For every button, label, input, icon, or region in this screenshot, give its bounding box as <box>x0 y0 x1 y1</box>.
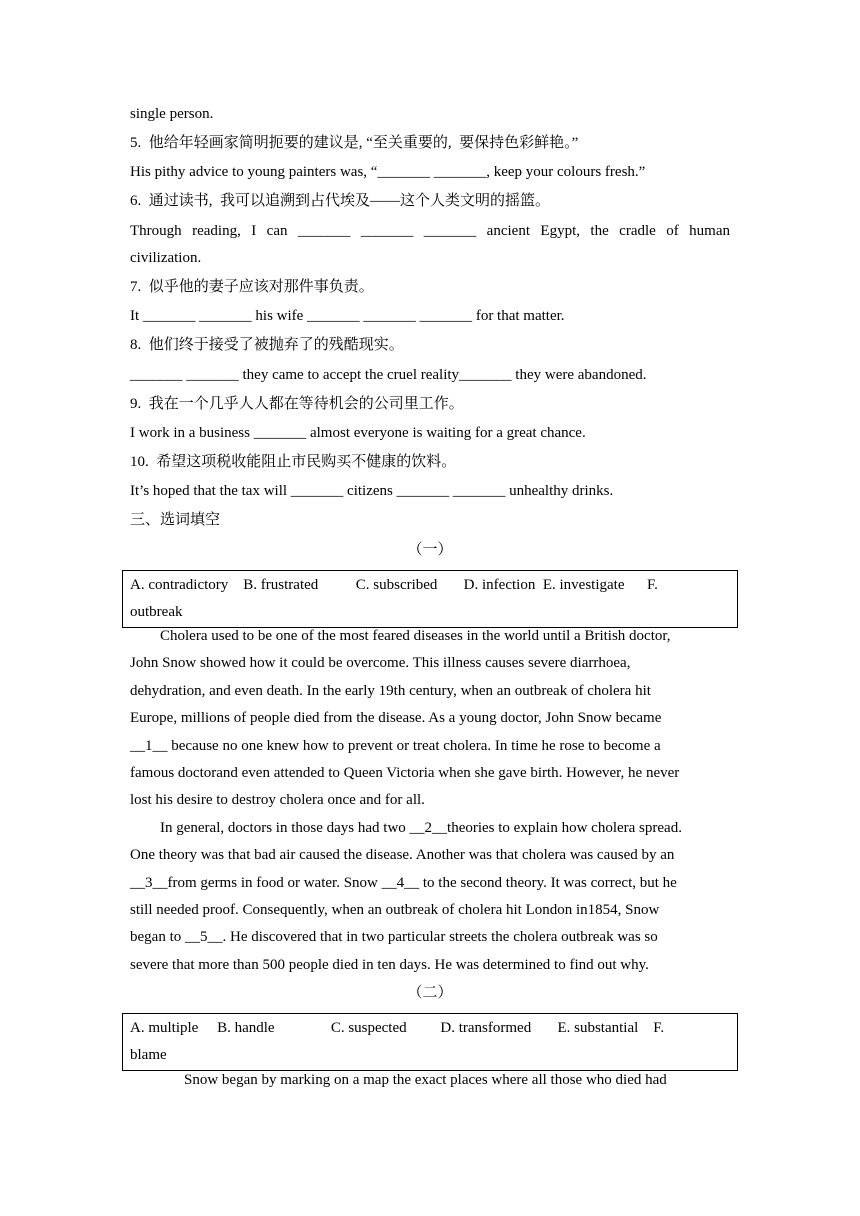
word-bank-2 <box>122 1013 738 1071</box>
word-bank-options: outbreak <box>130 604 183 620</box>
question-8-chinese: 8. 他们终于接受了被抛弃了的残酷现实。 <box>130 337 404 353</box>
passage-line: __1__ because no one knew how to prevent or treat cholera. In time he rose to become a <box>130 737 661 754</box>
passage-line: began to __5__. He discovered that in two particular streets the cholera outbreak was so <box>130 929 658 946</box>
question-9-chinese: 9. 我在一个几乎人人都在等待机会的公司里工作。 <box>130 396 464 412</box>
passage-line: lost his desire to destroy cholera once and for all. <box>130 792 425 809</box>
question-6-chinese: 6. 通过读书, 我可以追溯到占代埃及——这个人类文明的摇篮。 <box>130 193 551 209</box>
passage-line: famous doctorand even attended to Queen Victoria when she gave birth. However, he never <box>130 764 680 781</box>
text-line: civilization. <box>130 250 202 266</box>
passage-1 <box>130 623 730 979</box>
part-2-heading: （二） <box>407 985 453 1001</box>
passage-2-first-line: Snow began by marking on a map the exact places where all those who died had <box>184 1072 667 1088</box>
passage-line: In general, doctors in those days had two __2__theories to explain how cholera spread. <box>160 819 682 836</box>
question-10-chinese: 10. 希望这项税收能阻止市民购买不健康的饮料。 <box>130 454 457 470</box>
word-bank-options: blame <box>130 1047 167 1063</box>
question-8-english: _______ _______ they came to accept the cruel reality_______ they were abandoned. <box>130 367 647 383</box>
question-5-english: His pithy advice to young painters was, “_______ _______, keep your colours fresh.” <box>130 164 646 180</box>
word-bank-options: A. contradictory B. frustrated C. subscribed D. infection E. investigate F. <box>130 577 658 593</box>
question-9-english: I work in a business _______ almost everyone is waiting for a great chance. <box>130 425 586 441</box>
passage-line: One theory was that bad air caused the disease. Another was that cholera was caused by an <box>130 847 675 864</box>
question-6-english: Through reading, I can _______ _______ _______ ancient Egypt, the cradle of human <box>130 223 730 239</box>
passage-line: dehydration, and even death. In the early 19th century, when an outbreak of cholera hit <box>130 682 651 699</box>
passage-line: John Snow showed how it could be overcome. This illness causes severe diarrhoea, <box>130 655 631 672</box>
text-line: single person. <box>130 106 214 122</box>
question-5-chinese: 5. 他给年轻画家简明扼要的建议是, “至关重要的, 要保持色彩鲜艳。” <box>130 135 579 151</box>
question-10-english: It’s hoped that the tax will _______ citizens _______ _______ unhealthy drinks. <box>130 483 614 499</box>
word-bank-options: A. multiple B. handle C. suspected D. transformed E. substantial F. <box>130 1020 665 1036</box>
passage-line: still needed proof. Consequently, when an outbreak of cholera hit London in1854, Snow <box>130 901 660 918</box>
question-7-english: It _______ _______ his wife _______ _______ _______ for that matter. <box>130 308 565 324</box>
passage-line: Europe, millions of people died from the disease. As a young doctor, John Snow became <box>130 710 662 727</box>
passage-line: __3__from germs in food or water. Snow __4__ to the second theory. It was correct, but he <box>130 874 677 891</box>
word-bank-1 <box>122 570 738 628</box>
part-1-heading: （一） <box>407 542 453 558</box>
question-7-chinese: 7. 似乎他的妻子应该对那件事负责。 <box>130 279 374 295</box>
passage-line: severe that more than 500 people died in ten days. He was determined to find out why. <box>130 956 649 973</box>
section-title: 三、选词填空 <box>130 512 221 528</box>
passage-line: Cholera used to be one of the most feared diseases in the world until a British doctor, <box>160 628 671 644</box>
